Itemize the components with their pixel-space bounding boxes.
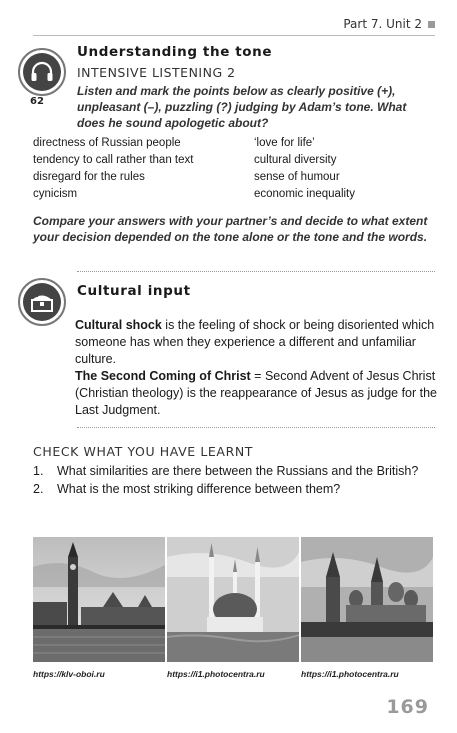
- photo-caption: https://i1.photocentra.ru: [301, 669, 399, 679]
- term-culture-shock: Cultural shock: [75, 318, 162, 332]
- headphones-icon: [18, 48, 66, 96]
- dotted-divider: [77, 271, 435, 272]
- header-rule: [33, 35, 435, 36]
- photo-caption: https://i1.photocentra.ru: [167, 669, 265, 679]
- listening-instruction: Listen and mark the points below as clearly positive (+), unpleasant (–), puzzling (?) judging by Adam’s tone. What does he sound apologetic about?: [77, 84, 407, 130]
- cultural-definitions: [75, 317, 440, 419]
- section-title-tone: Understanding the tone: [77, 44, 273, 60]
- question-list: [33, 463, 433, 499]
- list-item: directness of Russian people: [33, 137, 181, 149]
- track-number: 62: [30, 96, 44, 107]
- definition-text: is the feeling of shock or being disoriented which someone has when they experience a different and unfamiliar culture.: [75, 318, 435, 366]
- compare-instruction: Compare your answers with your partner’s and decide to what extent your decision depended on the tone alone or the tone and the words.: [33, 214, 428, 244]
- question-number: 1.: [33, 464, 44, 478]
- question-number: 2.: [33, 482, 44, 496]
- photo-kazan-mosque: [167, 537, 299, 662]
- list-item: tendency to call rather than text: [33, 154, 194, 166]
- question-item: [33, 481, 433, 498]
- header-square-icon: [428, 21, 435, 28]
- list-item: cultural diversity: [254, 154, 337, 166]
- photo-caption: https://klv-oboi.ru: [33, 669, 105, 679]
- definition-second-coming: [75, 368, 440, 419]
- photo-london: [33, 537, 165, 662]
- photo-moscow-kremlin: [301, 537, 433, 662]
- definition-culture-shock: [75, 317, 440, 368]
- question-text: What similarities are there between the Russians and the British?: [57, 464, 419, 478]
- list-item: sense of humour: [254, 171, 340, 183]
- question-item: [33, 463, 433, 480]
- term-second-coming: The Second Coming of Christ: [75, 369, 251, 383]
- header-text: Part 7. Unit 2: [343, 17, 422, 31]
- running-header: [343, 17, 435, 31]
- check-heading: CHECK WHAT YOU HAVE LEARNT: [33, 444, 254, 459]
- definition-text: = Second Advent of Jesus Christ (Christian theology) is the reappearance of Jesus as judge for the Last Judgment.: [75, 369, 438, 417]
- points-list-left: [33, 135, 193, 203]
- subheading-listening: INTENSIVE LISTENING 2: [77, 65, 236, 80]
- list-item: disregard for the rules: [33, 171, 145, 183]
- list-item: cynicism: [33, 188, 78, 200]
- dotted-divider: [77, 427, 435, 428]
- section-title-cultural: Cultural input: [77, 283, 191, 299]
- treasure-chest-icon: [18, 278, 66, 326]
- question-text: What is the most striking difference between them?: [57, 482, 341, 496]
- points-list-right: [254, 135, 355, 203]
- page-number: 169: [386, 696, 429, 718]
- list-item: economic inequality: [254, 188, 356, 200]
- list-item: ‘love for life’: [254, 137, 315, 149]
